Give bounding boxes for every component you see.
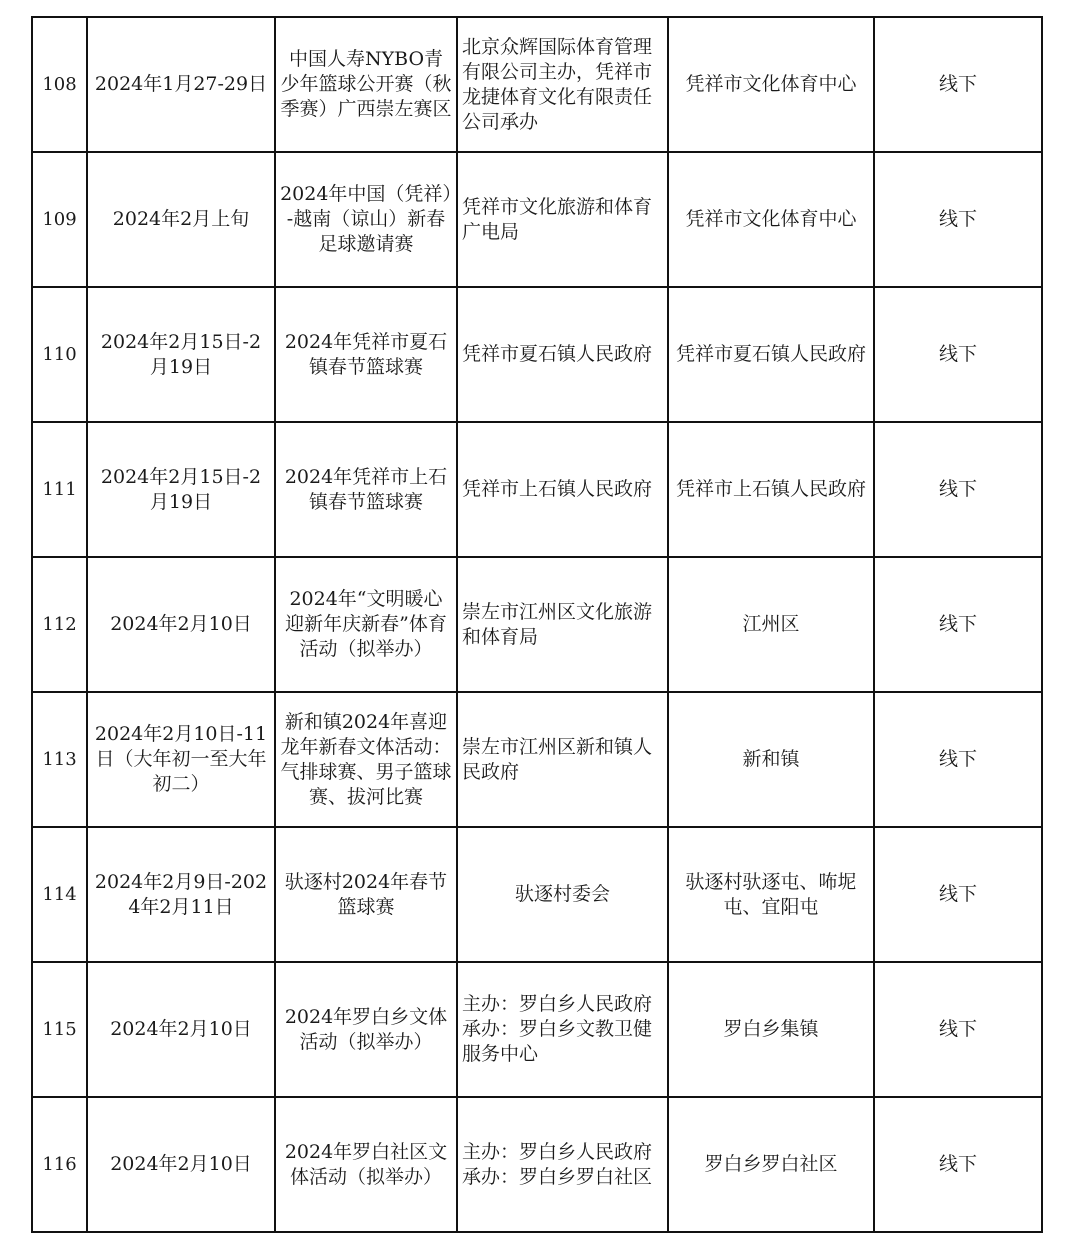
- event-organizer: 凭祥市文化旅游和体育广电局: [457, 152, 668, 287]
- row-number: 108: [32, 17, 87, 152]
- event-date: 2024年2月10日-11日（大年初一至大年初二）: [87, 692, 275, 827]
- event-organizer: 主办：罗白乡人民政府承办：罗白乡文教卫健服务中心: [457, 962, 668, 1097]
- event-name: 2024年“文明暖心迎新年庆新春”体育活动（拟举办）: [275, 557, 457, 692]
- table-row: [32, 962, 1042, 1097]
- event-date: 2024年2月15日-2月19日: [87, 422, 275, 557]
- row-number: 115: [32, 962, 87, 1097]
- event-date: 2024年2月10日: [87, 557, 275, 692]
- event-name: 2024年中国（凭祥）-越南（谅山）新春足球邀请赛: [275, 152, 457, 287]
- event-mode: 线下: [874, 152, 1042, 287]
- event-venue: 江州区: [668, 557, 874, 692]
- event-mode: 线下: [874, 17, 1042, 152]
- event-date: 2024年2月15日-2月19日: [87, 287, 275, 422]
- event-organizer: 崇左市江州区文化旅游和体育局: [457, 557, 668, 692]
- event-venue: 罗白乡罗白社区: [668, 1097, 874, 1232]
- row-number: 112: [32, 557, 87, 692]
- event-organizer: 崇左市江州区新和镇人民政府: [457, 692, 668, 827]
- event-schedule-table: [31, 16, 1043, 1233]
- event-organizer: 主办：罗白乡人民政府承办：罗白乡罗白社区: [457, 1097, 668, 1232]
- event-organizer: 驮逐村委会: [457, 827, 668, 962]
- event-date: 2024年2月10日: [87, 962, 275, 1097]
- event-venue: 罗白乡集镇: [668, 962, 874, 1097]
- event-venue: 新和镇: [668, 692, 874, 827]
- table-row: [32, 287, 1042, 422]
- event-date: 2024年1月27-29日: [87, 17, 275, 152]
- row-number: 111: [32, 422, 87, 557]
- table-row: [32, 692, 1042, 827]
- row-number: 110: [32, 287, 87, 422]
- event-date: 2024年2月9日-2024年2月11日: [87, 827, 275, 962]
- table-row: [32, 422, 1042, 557]
- event-organizer: 凭祥市夏石镇人民政府: [457, 287, 668, 422]
- event-date: 2024年2月上旬: [87, 152, 275, 287]
- event-name: 2024年罗白乡文体活动（拟举办）: [275, 962, 457, 1097]
- event-name: 2024年凭祥市上石镇春节篮球赛: [275, 422, 457, 557]
- row-number: 113: [32, 692, 87, 827]
- event-organizer: 北京众辉国际体育管理有限公司主办，凭祥市龙捷体育文化有限责任公司承办: [457, 17, 668, 152]
- event-venue: 凭祥市夏石镇人民政府: [668, 287, 874, 422]
- event-organizer: 凭祥市上石镇人民政府: [457, 422, 668, 557]
- row-number: 114: [32, 827, 87, 962]
- event-mode: 线下: [874, 827, 1042, 962]
- table-row: [32, 17, 1042, 152]
- event-mode: 线下: [874, 287, 1042, 422]
- table-row: [32, 1097, 1042, 1232]
- row-number: 116: [32, 1097, 87, 1232]
- event-mode: 线下: [874, 557, 1042, 692]
- event-venue: 凭祥市文化体育中心: [668, 152, 874, 287]
- event-name: 新和镇2024年喜迎龙年新春文体活动：气排球赛、男子篮球赛、拔河比赛: [275, 692, 457, 827]
- row-number: 109: [32, 152, 87, 287]
- table-row: [32, 152, 1042, 287]
- event-name: 驮逐村2024年春节篮球赛: [275, 827, 457, 962]
- event-venue: 凭祥市上石镇人民政府: [668, 422, 874, 557]
- event-mode: 线下: [874, 962, 1042, 1097]
- event-name: 2024年罗白社区文体活动（拟举办）: [275, 1097, 457, 1232]
- table-row: [32, 827, 1042, 962]
- event-mode: 线下: [874, 422, 1042, 557]
- event-venue: 凭祥市文化体育中心: [668, 17, 874, 152]
- table-row: [32, 557, 1042, 692]
- event-name: 中国人寿NYBO青少年篮球公开赛（秋季赛）广西崇左赛区: [275, 17, 457, 152]
- event-name: 2024年凭祥市夏石镇春节篮球赛: [275, 287, 457, 422]
- event-date: 2024年2月10日: [87, 1097, 275, 1232]
- event-mode: 线下: [874, 692, 1042, 827]
- event-mode: 线下: [874, 1097, 1042, 1232]
- event-venue: 驮逐村驮逐屯、咘坭屯、宜阳屯: [668, 827, 874, 962]
